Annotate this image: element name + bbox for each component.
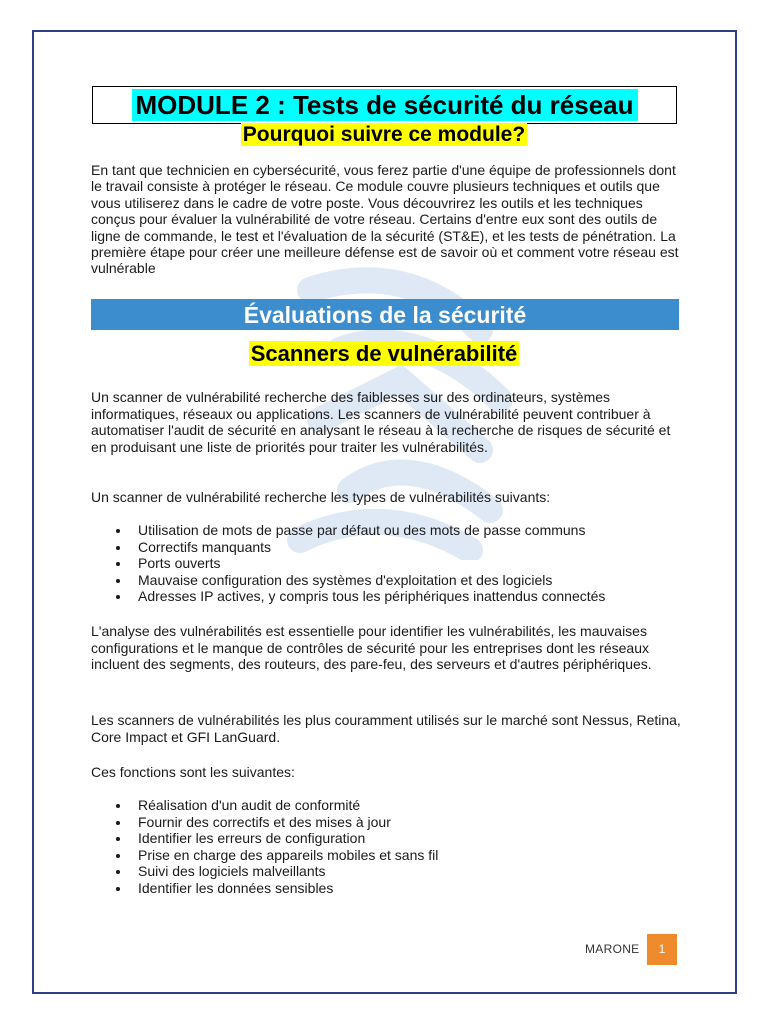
footer-author: MARONE	[585, 942, 640, 956]
list-item: Utilisation de mots de passe par défaut ou des mots de passe communs	[91, 522, 681, 539]
paragraph-scanners: Les scanners de vulnérabilités les plus couramment utilisés sur le marché sont Nessus, Retina, Core Impact et GFI LanGuard.	[91, 712, 681, 745]
list-item: Identifier les données sensibles	[91, 880, 681, 897]
module-title: MODULE 2 : Tests de sécurité du réseau	[132, 89, 638, 121]
list-item: Correctifs manquants	[91, 539, 681, 556]
paragraph-functions-intro: Ces fonctions sont les suivantes:	[91, 764, 295, 780]
intro-paragraph: En tant que technicien en cybersécurité, vous ferez partie d'une équipe de professionnels dont le travail consiste à protéger le réseau. Ce module couvre plusieurs techniques et outils que vous utiliserez dans le cadre de votre poste. Vous découvrirez les outils et les techniques conçus pour évaluer la vulnérabilité de votre réseau. Certains d'entre eux sont des outils de ligne de commande, le test et l'évaluation de la sécurité (ST&E), et les tests de pénétration. La première étape pour créer une meilleure défense est de savoir où et comment votre réseau est vulnérable	[91, 162, 679, 277]
list-item: Ports ouverts	[91, 555, 681, 572]
list-item: Prise en charge des appareils mobiles et sans fil	[91, 847, 681, 864]
page-number-badge: 1	[647, 934, 677, 965]
list-item: Adresses IP actives, y compris tous les périphériques inattendus connectés	[91, 588, 681, 605]
list-item: Fournir des correctifs et des mises à jour	[91, 814, 681, 831]
why-title: Pourquoi suivre ce module?	[242, 123, 526, 146]
paragraph-definition: Un scanner de vulnérabilité recherche des faiblesses sur des ordinateurs, systèmes informatiques, réseaux ou applications. Les scanners de vulnérabilité peuvent contribuer à automatiser l'audit de sécurité en analysant le réseau à la recherche de risques de sécurité et en produisant une liste de priorités pour traiter les vulnérabilités.	[91, 389, 671, 455]
paragraph-types-intro: Un scanner de vulnérabilité recherche les types de vulnérabilités suivants:	[91, 489, 551, 505]
functions-list	[91, 797, 681, 897]
why-title-row	[0, 122, 768, 148]
list-item: Mauvaise configuration des systèmes d'exploitation et des logiciels	[91, 572, 681, 589]
vulnerability-types-list	[91, 522, 681, 605]
module-title-box	[92, 86, 677, 124]
paragraph-analysis: L'analyse des vulnérabilités est essentielle pour identifier les vulnérabilités, les mauvaises configurations et le manque de contrôles de sécurité pour les entreprises dont les réseaux incluent des segments, des routeurs, des pare-feu, des serveurs et d'autres périphériques.	[91, 623, 652, 673]
list-item: Identifier les erreurs de configuration	[91, 830, 681, 847]
list-item: Réalisation d'un audit de conformité	[91, 797, 681, 814]
section-title: Évaluations de la sécurité	[91, 299, 679, 330]
list-item: Suivi des logiciels malveillants	[91, 863, 681, 880]
subsection-title-row	[0, 340, 768, 368]
subsection-title: Scanners de vulnérabilité	[250, 341, 518, 366]
